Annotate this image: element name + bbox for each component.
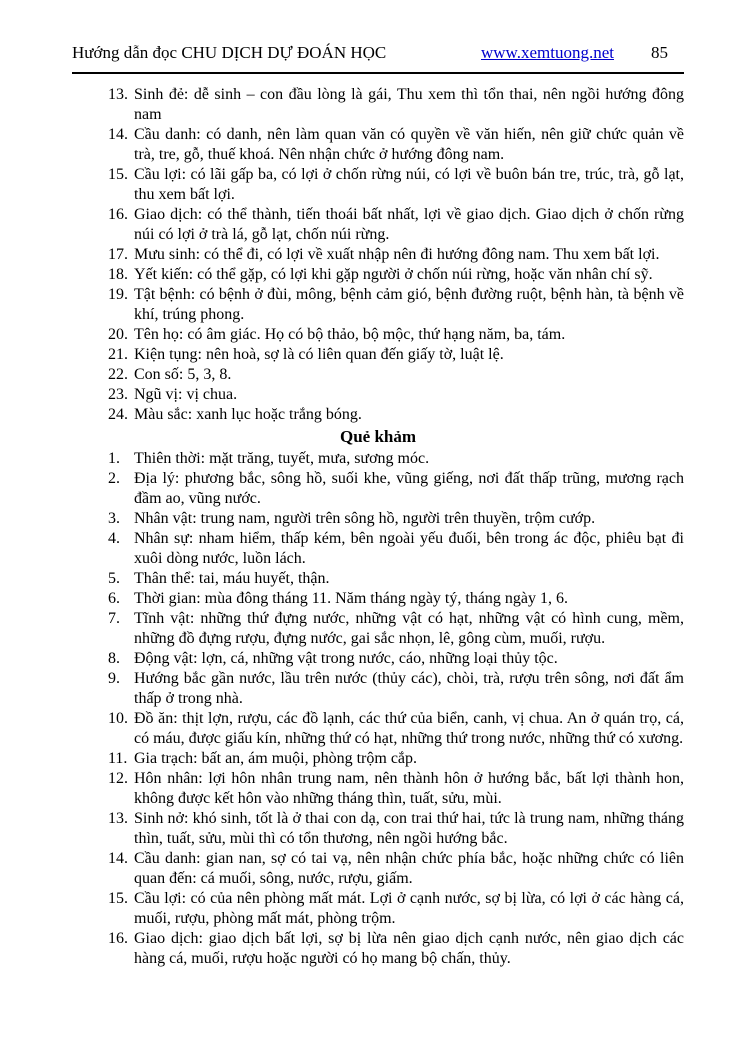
item-number: 14. <box>108 126 128 143</box>
item-text: Thiên thời: mặt trăng, tuyết, mưa, sương móc. <box>134 450 430 467</box>
item-text: Sinh đẻ: dễ sinh – con đầu lòng là gái, Thu xem thì tổn thai, nên ngồi hướng đông nam <box>134 86 684 123</box>
list-item <box>72 749 684 769</box>
list-item <box>72 469 684 509</box>
item-number: 2. <box>108 470 120 487</box>
item-text: Cầu danh: gian nan, sợ có tai vạ, nên nhận chức phía bắc, hoặc những chức có liên quan đến: cá muối, sông, nước, rượu, giấm. <box>134 850 684 887</box>
item-text: Mưu sinh: có thể đi, có lợi về xuất nhập nên đi hướng đông nam. Thu xem bất lợi. <box>134 246 660 263</box>
item-number: 18. <box>108 266 128 283</box>
list-item <box>72 285 684 325</box>
list-item <box>72 449 684 469</box>
section-heading: Quẻ khảm <box>339 427 417 446</box>
item-text: Kiện tụng: nên hoà, sợ là có liên quan đến giấy tờ, luật lệ. <box>134 346 504 363</box>
item-text: Cầu danh: có danh, nên làm quan văn có quyền về văn hiến, nên giữ chức quản về trà, tre, gỗ, thuế khoá. Nên nhận chức ở hướng đông nam. <box>134 126 684 163</box>
item-text: Đồ ăn: thịt lợn, rượu, các đồ lạnh, các thứ của biển, canh, vị chua. An ở quán trọ, cá, có máu, được giấu kín, những thứ có hạt, những thứ trong nước, những thứ có xương. <box>134 710 684 747</box>
item-number: 1. <box>108 450 120 467</box>
list-item <box>72 809 684 849</box>
item-number: 11. <box>108 750 128 767</box>
item-text: Tật bệnh: có bệnh ở đùi, mông, bệnh cảm gió, bệnh đường ruột, bệnh hàn, tà bệnh về khí, trúng phong. <box>134 286 684 323</box>
item-text: Con số: 5, 3, 8. <box>134 366 232 383</box>
list-item <box>72 569 684 589</box>
item-number: 17. <box>108 246 128 263</box>
list-item <box>72 345 684 365</box>
item-number: 24. <box>108 406 128 423</box>
item-number: 13. <box>108 810 128 827</box>
item-text: Ngũ vị: vị chua. <box>134 386 238 403</box>
list-item <box>72 205 684 245</box>
list-item <box>72 649 684 669</box>
item-text: Sinh nở: khó sinh, tốt là ở thai con dạ, con trai thứ hai, tức là trung nam, những tháng thìn, tuất, sửu, mùi thì có tổn thương, nên ngồi hướng bắc. <box>134 810 684 847</box>
item-text: Thân thể: tai, máu huyết, thận. <box>134 570 330 587</box>
page-number: 85 <box>651 43 668 62</box>
item-number: 4. <box>108 530 120 547</box>
item-number: 5. <box>108 570 120 587</box>
item-number: 6. <box>108 590 120 607</box>
header-right <box>481 42 682 63</box>
item-number: 23. <box>108 386 128 403</box>
list-item <box>72 245 684 265</box>
list-item <box>72 125 684 165</box>
item-number: 9. <box>108 670 120 687</box>
item-number: 19. <box>108 286 128 303</box>
item-text: Nhân vật: trung nam, người trên sông hồ, người trên thuyền, trộm cướp. <box>134 510 596 527</box>
item-text: Động vật: lợn, cá, những vật trong nước, cáo, những loại thủy tộc. <box>134 650 558 667</box>
list-item <box>72 385 684 405</box>
list-item <box>72 509 684 529</box>
item-number: 8. <box>108 650 120 667</box>
header-rule <box>72 72 684 74</box>
list-item <box>72 709 684 749</box>
item-number: 21. <box>108 346 128 363</box>
item-text: Gia trạch: bất an, ám muội, phòng trộm cắp. <box>134 750 418 767</box>
item-number: 7. <box>108 610 120 627</box>
item-text: Màu sắc: xanh lục hoặc trắng bóng. <box>134 406 362 423</box>
item-text: Tên họ: có âm giác. Họ có bộ thảo, bộ mộc, thứ hạng năm, ba, tám. <box>134 326 566 343</box>
item-text: Cầu lợi: có của nên phòng mất mát. Lợi ở cạnh nước, sợ bị lừa, có lợi ở các hàng cá, muối, rượu, phòng mất mát, phòng trộm. <box>134 890 684 927</box>
item-text: Tĩnh vật: những thứ đựng nước, những vật có hạt, những vật có hình cung, mềm, những đồ đựng rượu, đựng nước, gai sắc nhọn, lê, gông cùm, muối, rượu. <box>134 610 684 647</box>
list-item <box>72 849 684 889</box>
item-number: 10. <box>108 710 128 727</box>
list-item <box>72 325 684 345</box>
item-number: 22. <box>108 366 128 383</box>
header-title: Hướng dẫn đọc CHU DỊCH DỰ ĐOÁN HỌC <box>72 43 387 62</box>
item-number: 13. <box>108 86 128 103</box>
list-item <box>72 405 684 425</box>
list-item <box>72 609 684 649</box>
page-body <box>72 85 684 969</box>
item-text: Giao dịch: giao dịch bất lợi, sợ bị lừa nên giao dịch cạnh nước, nên giao dịch các hàng cá, muối, rượu hoặc người có họ mang bộ chấn, thủy. <box>134 930 684 967</box>
website-link[interactable]: www.xemtuong.net <box>481 43 614 62</box>
item-text: Giao dịch: có thể thành, tiến thoái bất nhất, lợi về giao dịch. Giao dịch ở chốn rừng núi có lợi ở trà lá, gỗ lạt, chốn núi rừng. <box>134 206 684 243</box>
numbered-list-kham <box>72 449 684 969</box>
item-number: 15. <box>108 166 128 183</box>
list-item <box>72 365 684 385</box>
list-item <box>72 889 684 929</box>
list-item <box>72 85 684 125</box>
list-item <box>72 769 684 809</box>
item-text: Cầu lợi: có lãi gấp ba, có lợi ở chốn rừng núi, có lợi về buôn bán tre, trúc, trà, gỗ lạt, thu xem bất lợi. <box>134 166 684 203</box>
list-item <box>72 589 684 609</box>
item-number: 20. <box>108 326 128 343</box>
item-text: Địa lý: phương bắc, sông hồ, suối khe, vũng giếng, nơi đất thấp trũng, mương rạch đầm ao, vũng nước. <box>134 470 684 507</box>
item-text: Thời gian: mùa đông tháng 11. Năm tháng ngày tý, tháng ngày 1, 6. <box>134 590 569 607</box>
list-item <box>72 165 684 205</box>
item-number: 15. <box>108 890 128 907</box>
item-text: Hôn nhân: lợi hôn nhân trung nam, nên thành hôn ở hướng bắc, bất lợi thành hon, không được kết hôn vào những tháng thìn, tuất, sửu, mùi. <box>134 770 684 807</box>
list-item <box>72 265 684 285</box>
item-number: 12. <box>108 770 128 787</box>
item-text: Hướng bắc gần nước, lầu trên nước (thủy các), chòi, trà, rượu trên sông, nơi đất ẩm thấp ở trong nhà. <box>134 670 684 707</box>
item-text: Yết kiến: có thể gặp, có lợi khi gặp người ở chốn núi rừng, hoặc văn nhân chí sỹ. <box>134 266 653 283</box>
item-text: Nhân sự: nham hiểm, thấp kém, bên ngoài yếu đuối, bên trong ác độc, phiêu bạt đi xuôi dòng nước, luồn lách. <box>134 530 684 567</box>
list-item <box>72 669 684 709</box>
item-number: 16. <box>108 206 128 223</box>
item-number: 3. <box>108 510 120 527</box>
list-item <box>72 929 684 969</box>
item-number: 14. <box>108 850 128 867</box>
numbered-list-upper <box>72 85 684 425</box>
list-item <box>72 529 684 569</box>
item-number: 16. <box>108 930 128 947</box>
page-header <box>72 42 684 63</box>
